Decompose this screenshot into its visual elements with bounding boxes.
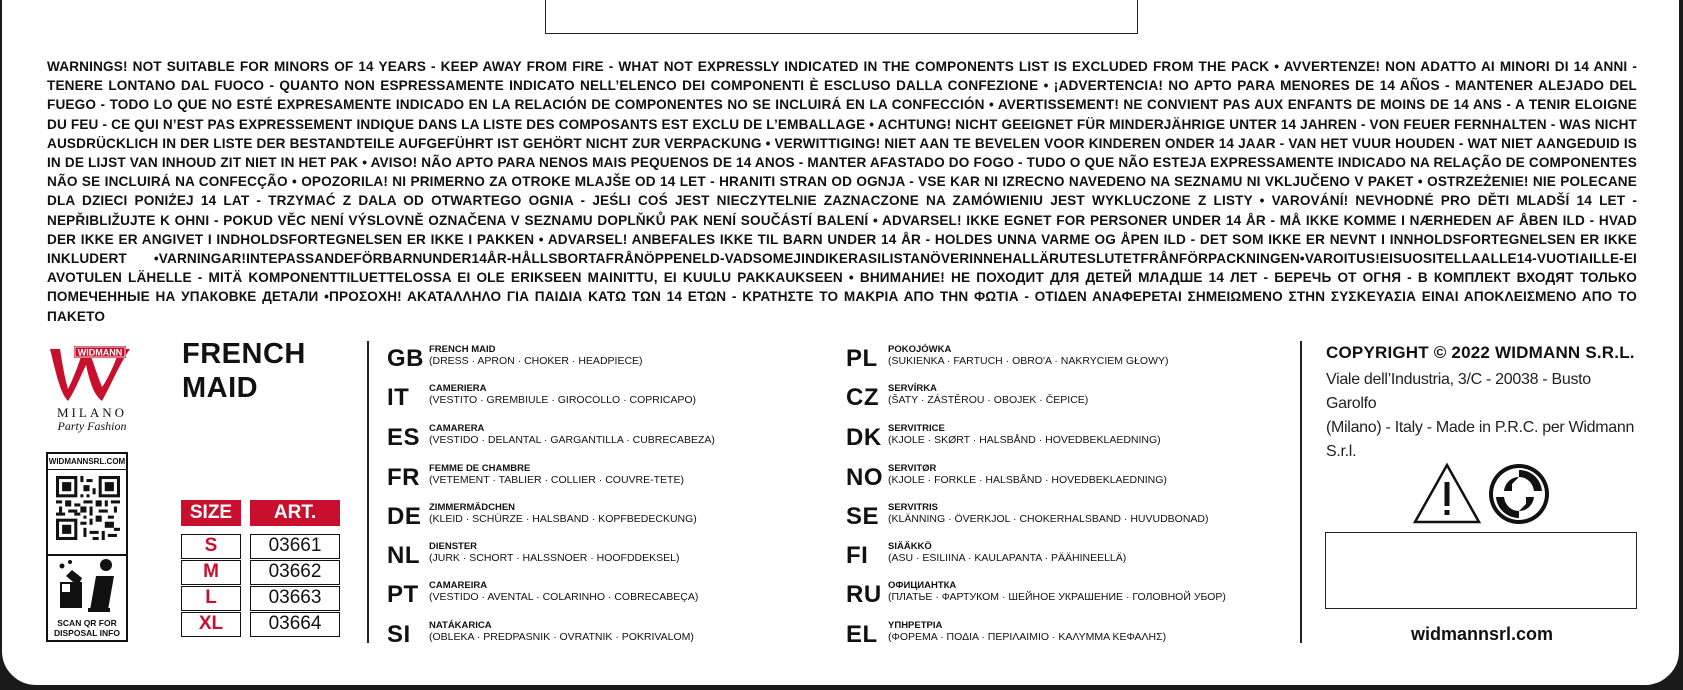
art-cell: 03664: [250, 612, 340, 637]
disposal-info: [48, 554, 126, 644]
size-cell: XL: [181, 612, 241, 637]
art-cell: 03661: [250, 534, 340, 559]
qr-disposal-block: [46, 452, 128, 642]
qr-code-icon[interactable]: [56, 476, 120, 540]
blank-label-box: [1325, 532, 1637, 609]
size-cell: S: [181, 534, 241, 559]
art-cell: 03663: [250, 586, 340, 611]
art-cell: 03662: [250, 560, 340, 585]
divider: [367, 341, 369, 643]
warnings-text: WARNINGS! NOT SUITABLE FOR MINORS OF 14 YEARS - KEEP AWAY FROM FIRE - WHAT NOT EXPRESSLY INDICATED IN THE COMPONENTS LIST IS EXCLUDED FROM THE PACK • AVVERTENZE! NON ADATTO AI MINORI DI 14 ANNI - TENERE LONTANO DAL FUOCO - QUANTO NON ESPRESSAMENTE INDICATO NELL’ELENCO DEI COMPONENTI È ESCLUSO DALLA CONFEZIONE • ¡ADVERTENCIA! NO APTO PARA MENORES DE 14 AÑOS - MANTENER ALEJADO DEL FUEGO - TODO LO QUE NO ESTÉ EXPRESAMENTE INDICADO EN LA RELACIÓN DE COMPONENTES NO SE INCLUIRÁ EN LA CONFECCIÓN • AVERTISSEMENT! NE CONVIENT PAS AUX ENFANTS DE MOINS DE 14 ANS - A TENIR ELOIGNE DU FEU - CE QUI N’EST PAS EXPRESSEMENT INDIQUE DANS LA LISTE DES COMPOSANTS EST EXCLU DE L’EMBALLAGE • ACHTUNG! NICHT GEEIGNET FÜR MINDERJÄHRIGE UNTER 14 JAHREN - VON FEUER FERNHALTEN - WAS NICHT AUSDRÜCKLICH IN DER LISTE DER BESTANDTEILE AUFGEFÜHRT IST GEHÖRT NICHT ZUR VERPACKUNG • VERWITTIGING! NIET AAN TE BEVELEN VOOR KINDEREN ONDER 14 JAAR - VAN HET VUUR HOUDEN - WAT NIET AANGEDUID IS IN DE LIJST VAN INHOUD ZIT NIET IN HET PAK • AVISO! NÃO APTO PARA NENOS MAIS PEQUENOS DE 14 ANOS - MANTER AFASTADO DO FOGO - TUDO O QUE NÃO ESTEJA EXPRESSAMENTE INDICADO NA RELAÇÃO DE COMPONENTES NÃO SE INCLUIRÁ NA CONFECÇÃO • OPOZORILA! NI PRIMERNO ZA OTROKE MLAJŠE OD 14 LET - HRANITI STRAN OD OGNJA - VSE KAR NI IZRECNO NAVEDENO NA SEZNAMU NI VKLJUČENO V PAKET • OSTRZEŻENIE! NIE POLECANE DLA DZIECI PONIŻEJ 14 LAT - TRZYMAĆ Z DALA OD OTWARTEGO OGNIA - JEŚLI COŚ JEST NIECZYTELNIE ZAZNACZONE NA ZAMÓWIENIU JEST WYKLUCZONE Z LISTY • VAROVÁNÍ! NEVHODNÉ PRO DĚTI MLADŠÍ 14 LET - NEPŘIBLIŽUJTE K OHNI - POKUD VĚC NENÍ VÝSLOVNĚ OZNAČENA V SEZNAMU DOPLŇKŮ PAK NENÍ SOUČÁSTÍ BALENÍ • ADVARSEL! IKKE EGNET FOR PERSONER UNDER 14 ÅR - MÅ IKKE KOMME I NÆRHEDEN AF ÅBEN ILD - HVAD DER IKKE ER ANGIVET I INDHOLDSFORTEGNELSEN ER IKKE I PAKKEN • ADVARSEL! ANBEFALES IKKE TIL BARN UNDER 14 ÅR - HOLDES UNNA VARME OG ÅPEN ILD - DET SOM IKKE ER NEVNT I INNHOLDSFORTEGNELSEN ER IKKE INKLUDERT •VARNINGAR!INTEPASSANDEFÖRBARNUNDER14ÅR-HÅLLSBORTAFRÅNÖPPENELD-VADSOMEJINDIKERASILISTANÖVERINNEHALLÄRUTESLUTETFRÅNFÖRPACKNINGEN•VAROITUS!EISUOSITELLAALLE14-VUOTIAILLE-EI AVOTULEN LÄHELLE - MITÄ KOMPONENTTILUETTELOSSA EI OLE ERIKSEEN MAINITTU, EI KUULU PAKKAUKSEEN • ВНИМАНИЕ! НЕ ПОХОДИТ ДЛЯ ДЕТЕЙ МЛАДШЕ 14 ЛЕТ - БЕРЕЧЬ ОТ ОГНЯ - В КОМПЛЕКТ ВХОДЯТ ТОЛЬКО ПОМЕЧЕННЫЕ НА УПАКОВКЕ ДЕТАЛИ •ΠΡΟΣΟΧΗ! ΑΚΑΤΑΛΛΗΛΟ ΓΙΑ ΠΑΙΔΙΑ ΚΑΤΩ ΤΩΝ 14 ΕΤΩΝ - ΚΡΑΤΗΣΤΕ ΤΟ ΜΑΚΡΙΑ ΑΠΟ ΤΗΝ ΦΩΤΙΑ - ΟΤΙΔΕΝ ΑΝΑΦΕΡΕΤΑΙ ΣΗΜΕΙΩΜΕΝΟ ΣΤΗΝ ΣΥΣΚΕΥΑΣΙΑ ΕΙΝΑΙ ΑΠΟΚΛΕΙΣΜΕΝΟ ΑΠΟ ΤΟ ΠΑΚΕΤΟ: [47, 59, 1637, 324]
logo-city: MILANO: [57, 405, 127, 420]
divider: [1300, 341, 1302, 643]
widmann-logo: [46, 343, 138, 433]
product-title: FRENCH MAID: [182, 338, 306, 404]
logo-tagline: Party Fashion: [57, 419, 127, 433]
website-url: widmannsrl.com: [1410, 624, 1554, 644]
top-label-box: [545, 0, 1138, 34]
size-header: SIZE: [181, 500, 241, 526]
qr-site-label: WIDMANNSRL.COM: [48, 454, 126, 470]
size-cell: M: [181, 560, 241, 585]
warning-triangle-icon: [1415, 465, 1479, 522]
size-cell: L: [181, 586, 241, 611]
widmann-w-mark: [46, 343, 138, 405]
disposal-caption: SCAN QR FOR DISPOSAL INFO: [54, 618, 120, 638]
company-address: Viale dell’Industria, 3/C - 20038 - Busto Garolfo (Milano) - Italy - Made in P.R.C. per Widmann S.r.l.: [1326, 371, 1635, 460]
logo-wordmark: WIDMANN: [77, 347, 123, 358]
recycle-bin-icon: [48, 556, 126, 616]
warning-and-green-dot-symbols: [1413, 462, 1553, 526]
copyright-notice: COPYRIGHT © 2022 WIDMANN S.R.L.: [1326, 343, 1635, 362]
green-dot-recycling-icon: [1489, 464, 1549, 524]
art-header: ART.: [250, 500, 340, 526]
